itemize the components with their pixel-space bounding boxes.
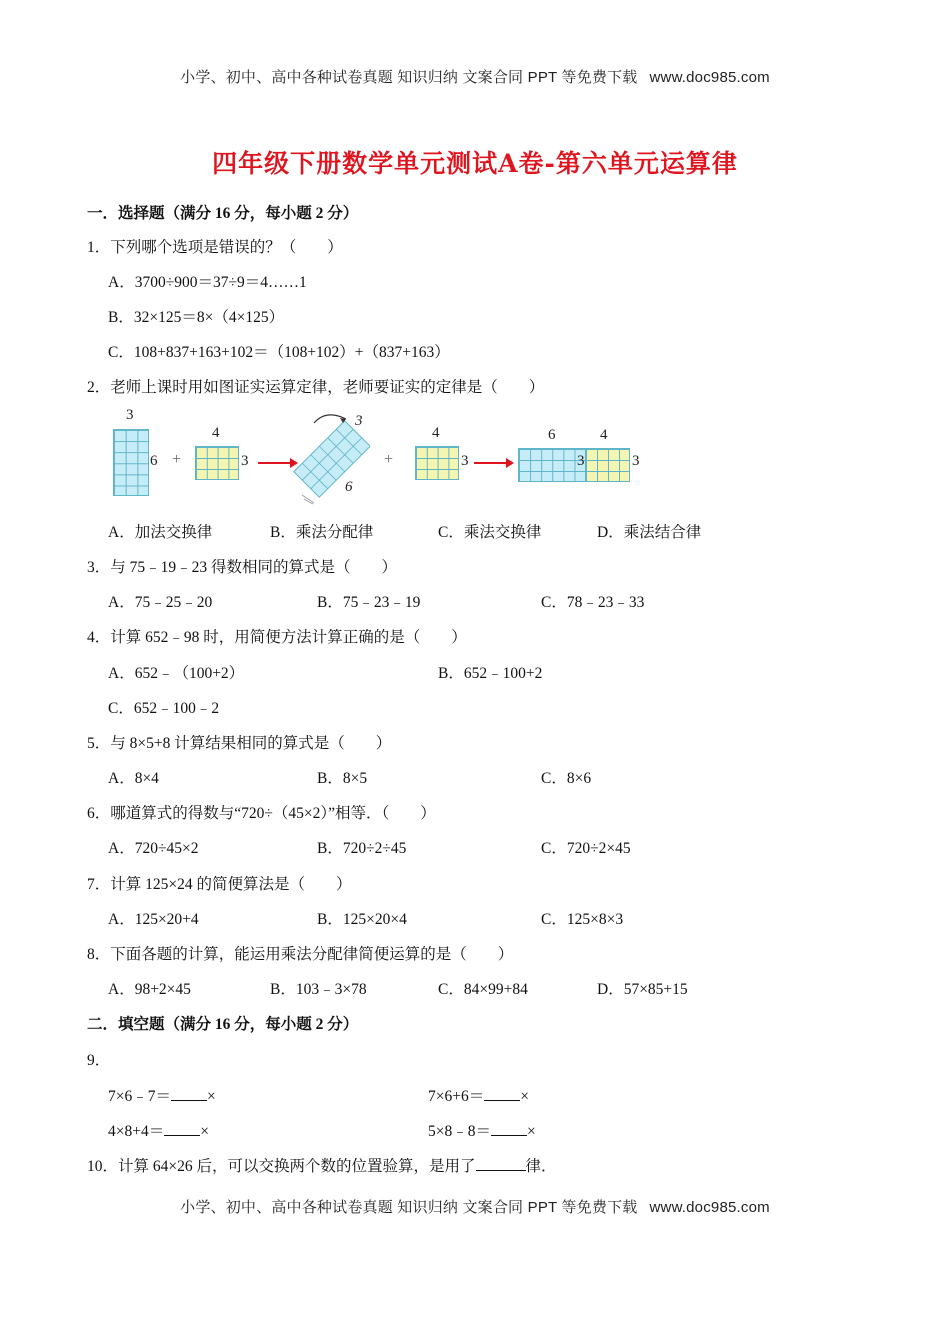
section-heading-fill: 二．填空题（满分 16 分，每小题 2 分）: [87, 1016, 359, 1033]
yellow-grid-4x3: [195, 446, 239, 480]
footer-banner: [0, 1196, 950, 1217]
page-title: 四年级下册数学单元测试A卷-第六单元运算律: [212, 149, 738, 178]
question-2-option-b: B．乘法分配律: [270, 524, 374, 541]
question-7-option-b: B．125×20×4: [317, 911, 407, 928]
question-1-option-c: C．108+837+163+102＝（108+102）+（837+163）: [108, 344, 450, 361]
question-2-option-c: C．乘法交换律: [438, 524, 542, 541]
rotated-side-label: 6: [345, 479, 353, 495]
question-5-option-a: A．8×4: [108, 770, 159, 787]
combined-side-label: 3: [632, 453, 640, 469]
footer-banner-text: 小学、初中、高中各种试卷真题 知识归纳 文案合同 PPT 等免费下载: [180, 1199, 638, 1216]
arrow-right-icon-2: [474, 462, 512, 464]
question-1-option-a: A．3700÷900＝37÷9＝4……1: [108, 274, 307, 291]
panel2-top-label: 4: [212, 425, 220, 441]
panel4-top-label: 4: [432, 425, 440, 441]
question-9-stem: 9．: [87, 1052, 111, 1069]
combined-mid-label: 3: [577, 453, 585, 469]
plus-sign-2: +: [384, 451, 394, 468]
question-3-option-c: C．78﹣23﹣33: [541, 594, 645, 611]
item-expression: 4×8+4＝: [108, 1123, 165, 1140]
question-5-option-c: C．8×6: [541, 770, 592, 787]
area-model-figure: [105, 405, 655, 505]
question-2-option-a: A．加法交换律: [108, 524, 213, 541]
question-7-option-a: A．125×20+4: [108, 911, 199, 928]
question-5-stem: 5．与 8×5+8 计算结果相同的算式是（ ）: [87, 735, 392, 752]
combined-top-left-label: 6: [548, 427, 556, 443]
header-banner: [0, 66, 950, 87]
question-2-option-d: D．乘法结合律: [597, 524, 702, 541]
question-1-option-b: B．32×125＝8×（4×125）: [108, 309, 285, 326]
question-3-stem: 3．与 75﹣19﹣23 得数相同的算式是（ ）: [87, 559, 398, 576]
question-1-stem: 1．下列哪个选项是错误的？（ ）: [87, 239, 343, 256]
question-7-option-c: C．125×8×3: [541, 911, 624, 928]
question-6-option-a: A．720÷45×2: [108, 840, 199, 857]
blue-grid-3x6: [113, 429, 149, 496]
rotated-top-label: 3: [355, 413, 363, 429]
question-4-option-b: B．652﹣100+2: [438, 665, 543, 682]
question-6-option-b: B．720÷2÷45: [317, 840, 407, 857]
question-4-option-c: C．652﹣100﹣2: [108, 700, 220, 717]
answer-blank[interactable]: [491, 1121, 527, 1136]
question-9-item-3: [108, 1121, 209, 1142]
answer-blank[interactable]: [484, 1086, 520, 1101]
question-8-option-c: C．84×99+84: [438, 981, 528, 998]
question-10-suffix: 律．: [525, 1158, 557, 1175]
panel1-top-label: 3: [126, 407, 134, 423]
item-suffix: ×: [520, 1088, 529, 1105]
question-4-stem: 4．计算 652﹣98 时，用简便方法计算正确的是（ ）: [87, 629, 467, 646]
section-heading-choice: 一．选择题（满分 16 分，每小题 2 分）: [87, 205, 359, 222]
panel2-side-label: 3: [241, 453, 249, 469]
question-6-option-c: C．720÷2×45: [541, 840, 631, 857]
question-8-option-b: B．103﹣3×78: [270, 981, 367, 998]
item-suffix: ×: [200, 1123, 209, 1140]
question-8-option-d: D．57×85+15: [597, 981, 688, 998]
answer-blank[interactable]: [171, 1086, 207, 1101]
combined-blue-part: [518, 448, 585, 482]
combined-yellow-part: [585, 448, 630, 482]
question-9-item-1: [108, 1086, 216, 1107]
question-3-option-b: B．75﹣23﹣19: [317, 594, 421, 611]
question-8-stem: 8．下面各题的计算，能运用乘法分配律简便运算的是（ ）: [87, 946, 514, 963]
answer-blank[interactable]: [476, 1156, 526, 1171]
answer-blank[interactable]: [164, 1121, 200, 1136]
panel1-side-label: 6: [150, 453, 158, 469]
question-7-stem: 7．计算 125×24 的简便算法是（ ）: [87, 876, 352, 893]
header-banner-text: 小学、初中、高中各种试卷真题 知识归纳 文案合同 PPT 等免费下载: [180, 69, 638, 86]
item-expression: 7×6﹣7＝: [108, 1088, 171, 1105]
item-suffix: ×: [527, 1123, 536, 1140]
panel4-side-label: 3: [461, 453, 469, 469]
item-suffix: ×: [207, 1088, 216, 1105]
header-banner-url[interactable]: www.doc985.com: [649, 69, 770, 86]
item-expression: 5×8﹣8＝: [428, 1123, 491, 1140]
question-3-option-a: A．75﹣25﹣20: [108, 594, 213, 611]
question-10-stem: [87, 1156, 557, 1177]
question-9-item-4: [428, 1121, 536, 1142]
combined-top-right-label: 4: [600, 427, 608, 443]
plus-sign-1: +: [172, 451, 182, 468]
question-10-text: 10．计算 64×26 后，可以交换两个数的位置验算，是用了: [87, 1158, 476, 1175]
question-2-stem: 2．老师上课时用如图证实运算定律，老师要证实的定律是（ ）: [87, 379, 545, 396]
footer-banner-url[interactable]: www.doc985.com: [649, 1199, 770, 1216]
question-8-option-a: A．98+2×45: [108, 981, 191, 998]
question-6-stem: 6．哪道算式的得数与“720÷（45×2）”相等．（ ）: [87, 805, 436, 822]
item-expression: 7×6+6＝: [428, 1088, 485, 1105]
question-4-option-a: A．652﹣（100+2）: [108, 665, 245, 682]
question-9-item-2: [428, 1086, 529, 1107]
question-5-option-b: B．8×5: [317, 770, 368, 787]
yellow-grid-4x3-second: [415, 446, 459, 480]
